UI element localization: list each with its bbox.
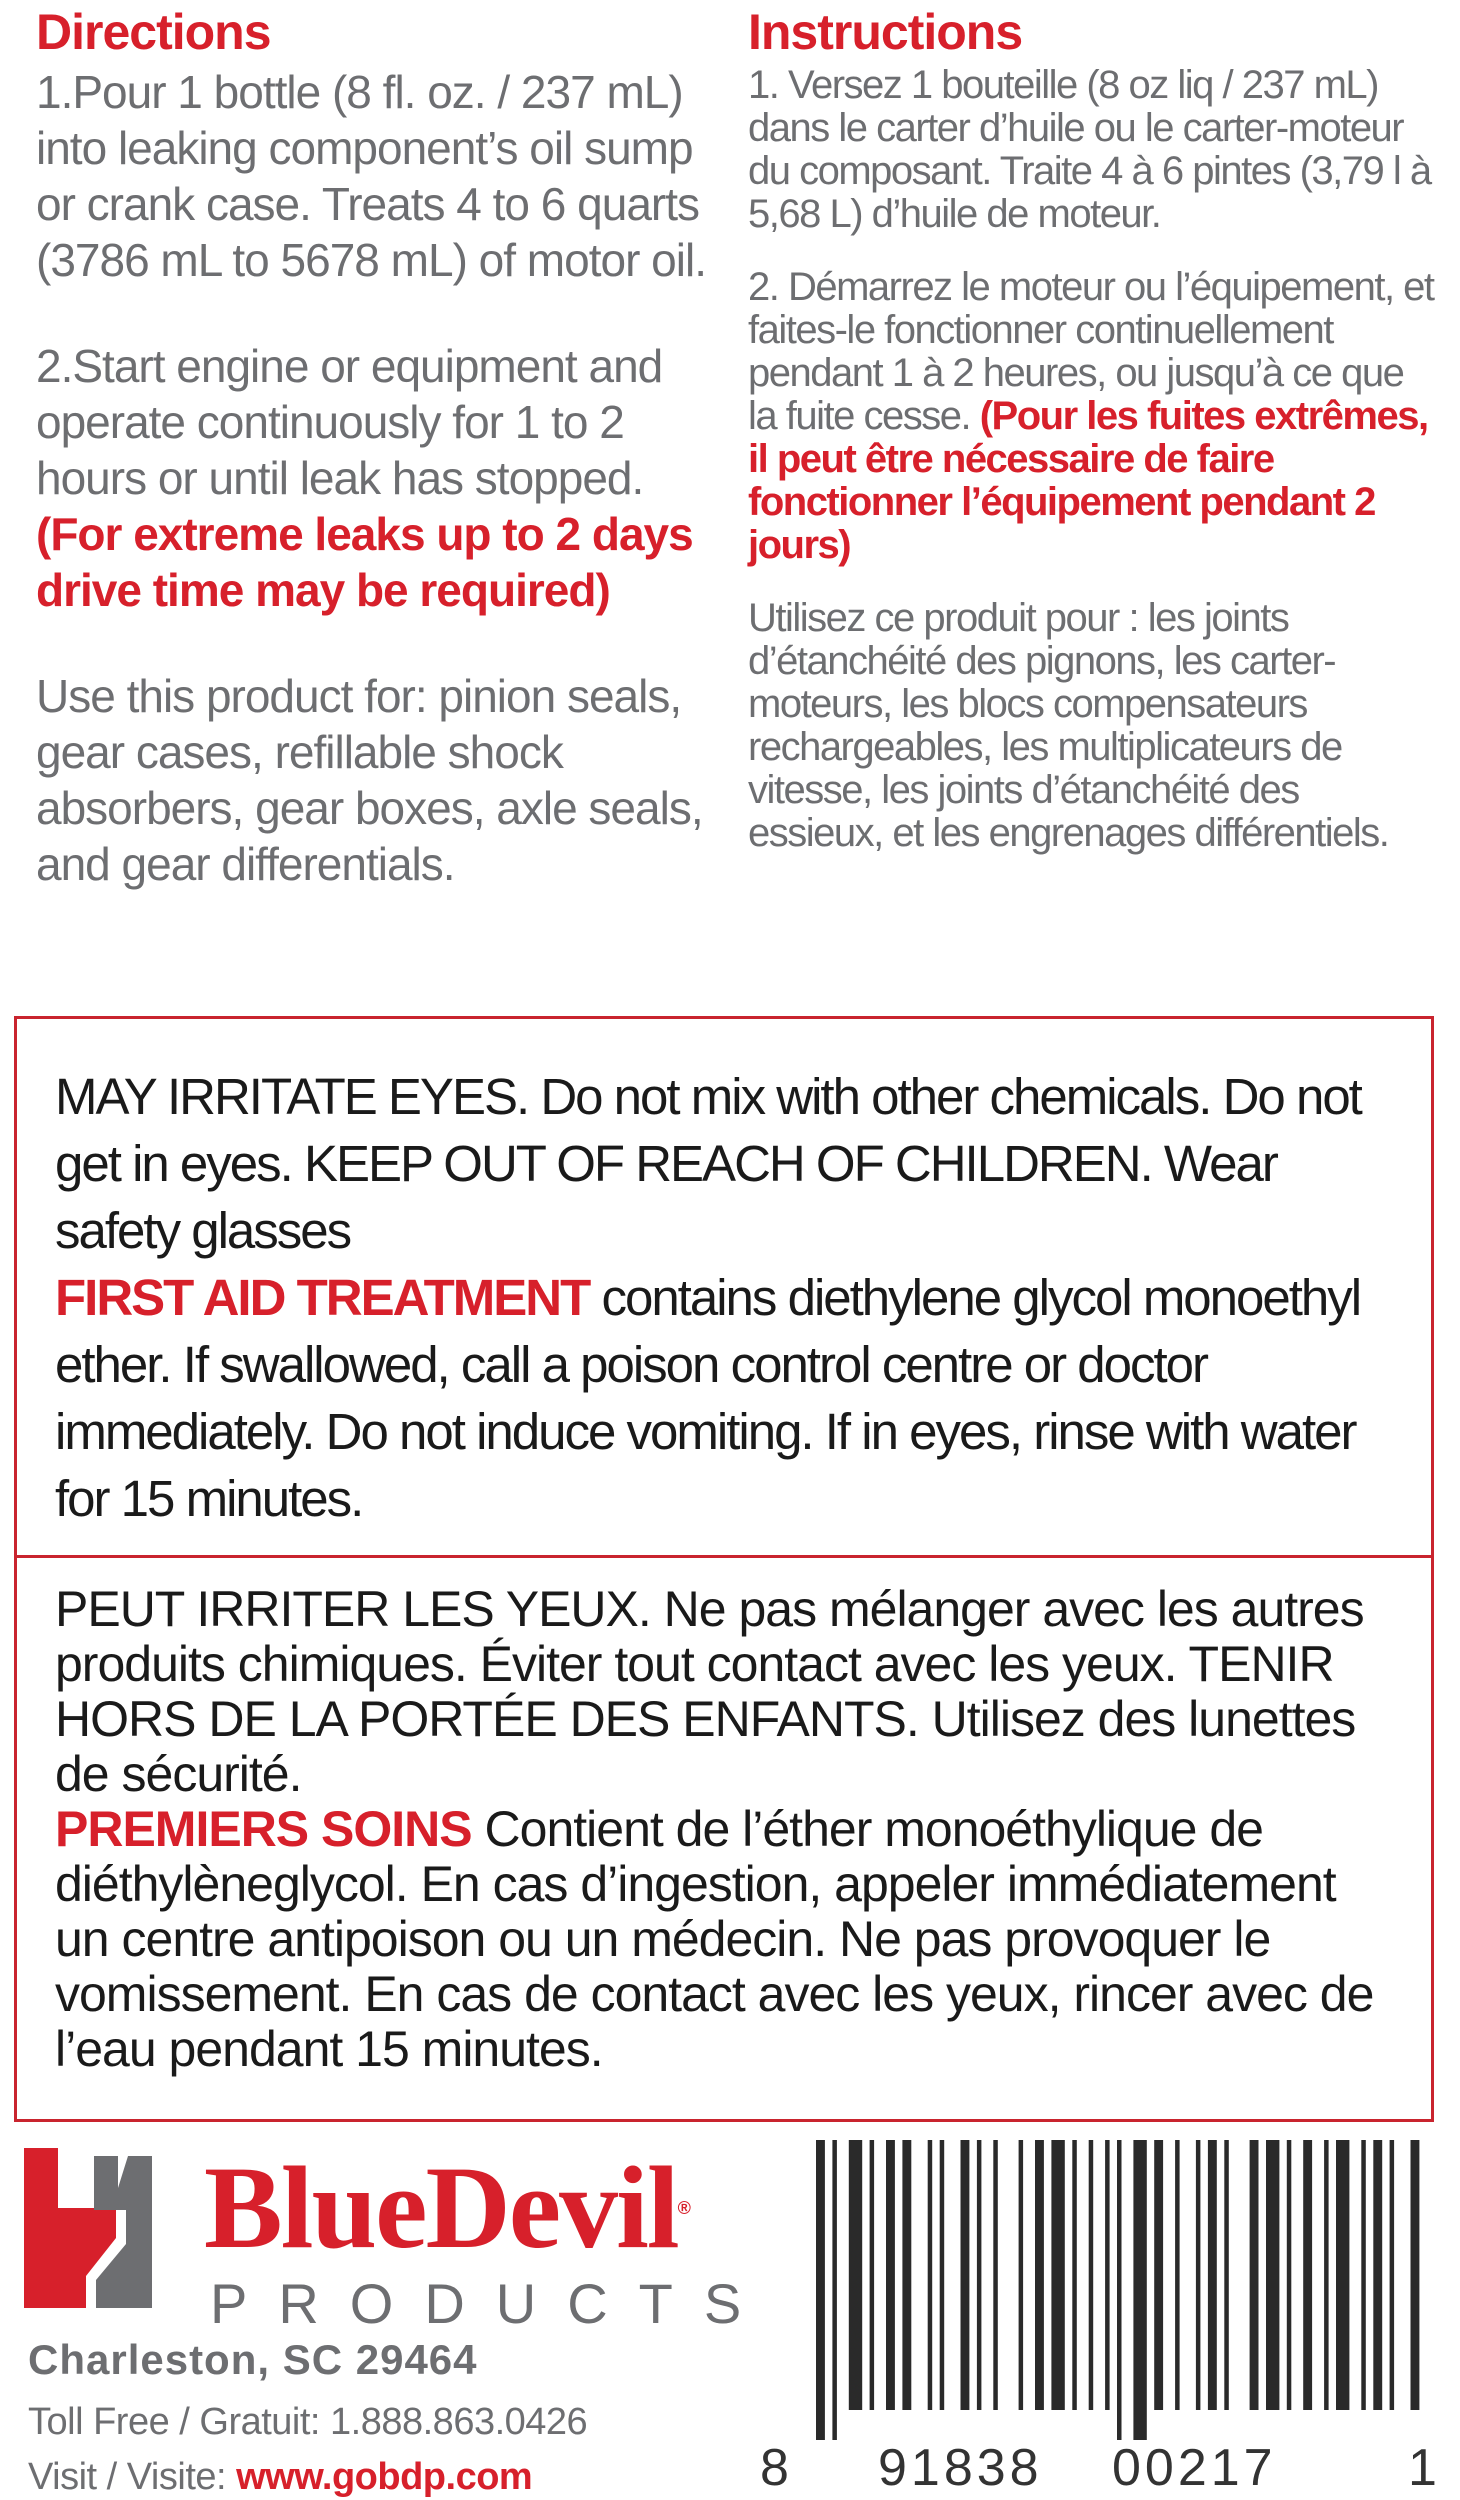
website-label: Visit / Visite:	[28, 2456, 237, 2498]
french-warning-box	[14, 1555, 1434, 2122]
barcode-bar	[1035, 2140, 1044, 2410]
fr-caution-text: PEUT IRRITER LES YEUX. Ne pas mélanger avec les autres produits chimiques. Éviter tout contact avec les yeux. TENIR HORS DE LA PORTÉE DES ENFANTS. Utilisez des lunettes de sécurité.	[55, 1581, 1364, 1802]
fr-first-aid-label: PREMIERS SOINS	[55, 1801, 472, 1857]
en-step-1: 1.Pour 1 bottle (8 fl. oz. / 237 mL) into leaking component’s oil sump or crank case. Treats 4 to 6 quarts (3786 mL to 5678 mL) of motor oil.	[36, 66, 706, 286]
en-use-for: Use this product for: pinion seals, gear cases, refillable shock absorbers, gear boxes, axle seals, and gear differentials.	[36, 670, 703, 890]
barcode-bar	[816, 2140, 825, 2440]
instructions-heading: Instructions	[748, 4, 1023, 60]
fr-step-1: 1. Versez 1 bouteille (8 oz liq / 237 mL) dans le carter d’huile ou le carter-moteur du composant. Traite 4 à 6 pintes (3,79 l à 5,68 L) d’huile de moteur.	[748, 63, 1431, 236]
barcode-bar	[1154, 2140, 1163, 2410]
barcode-bar	[886, 2140, 895, 2410]
barcode-bar	[1133, 2140, 1146, 2440]
barcode-bar	[1390, 2140, 1395, 2410]
barcode-bars	[800, 2140, 1420, 2440]
barcode-lead-digit: 8	[760, 2439, 789, 2497]
barcode-bar	[1336, 2140, 1349, 2410]
barcode-bar	[902, 2140, 911, 2410]
en-first-aid-text: contains diethylene glycol monoethyl ether. If swallowed, call a poison control centre or doctor immediately. Do not induce vomiting. If in eyes, rinse with water for 15 minutes.	[55, 1269, 1361, 1527]
barcode-bar	[870, 2140, 875, 2410]
barcode-bar	[1373, 2140, 1382, 2410]
barcode-bar	[1208, 2140, 1217, 2410]
barcode-bar	[961, 2140, 970, 2410]
upc-barcode	[760, 2140, 1460, 2500]
en-step-2-note: (For extreme leaks up to 2 days drive time may be required)	[36, 508, 693, 616]
french-instructions	[748, 0, 1438, 885]
barcode-bar	[928, 2140, 933, 2410]
bluedevil-logo-icon	[24, 2148, 184, 2308]
directions-heading: Directions	[36, 4, 271, 60]
barcode-bar	[849, 2140, 862, 2410]
barcode-bar	[1361, 2140, 1366, 2410]
barcode-bar	[1250, 2140, 1259, 2410]
barcode-bar	[1105, 2140, 1110, 2410]
barcode-bar	[1019, 2140, 1024, 2410]
barcode-bar	[1303, 2140, 1312, 2410]
barcode-bar	[1224, 2140, 1229, 2410]
barcode-bar	[993, 2140, 998, 2410]
en-first-aid-label: FIRST AID TREATMENT	[55, 1269, 590, 1326]
toll-free-phone: Toll Free / Gratuit: 1.888.863.0426	[28, 2401, 588, 2443]
barcode-group-1: 91838	[878, 2439, 1043, 2497]
english-directions	[36, 0, 716, 942]
barcode-bar	[940, 2140, 945, 2410]
english-warning-box	[14, 1016, 1434, 1558]
brand-block	[24, 2140, 804, 2500]
fr-first-aid-text: Contient de l’éther monoéthylique de diéthylèneglycol. En cas d’ingestion, appeler immédiatement un centre antipoison ou un médecin. Ne pas provoquer le vomissement. En cas de contact avec les yeux, rincer avec de l’eau pendant 15 minutes.	[55, 1801, 1374, 2077]
barcode-bar	[1411, 2140, 1420, 2410]
brand-name-text: BlueDevil	[204, 2142, 678, 2273]
fr-step-2-text: 2. Démarrez le moteur ou l’équipement, et faites-le fonctionner continuellement pendant 1 à 2 heures, ou jusqu’à ce que la fuite cesse.	[748, 265, 1434, 438]
fr-use-for: Utilisez ce produit pour : les joints d’étanchéité des pignons, les carter-moteurs, les blocs compensateurs rechargeables, les multiplicateurs de vitesse, les joints d’étanchéité des essieux, et les engrenages différentiels.	[748, 596, 1389, 855]
barcode-bar	[1196, 2140, 1201, 2410]
en-step-2	[36, 338, 716, 618]
barcode-bar	[1117, 2140, 1122, 2440]
registered-mark: ®	[677, 2198, 689, 2218]
barcode-group-2: 00217	[1112, 2439, 1277, 2497]
website-link[interactable]: www.gobdp.com	[236, 2456, 533, 2498]
brand-subtitle: PRODUCTS	[210, 2272, 773, 2335]
barcode-bar	[1072, 2140, 1077, 2410]
barcode-bar	[1324, 2140, 1329, 2410]
en-step-2-text: 2.Start engine or equipment and operate continuously for 1 to 2 hours or until leak has stopped.	[36, 340, 663, 504]
fr-step-2	[748, 266, 1438, 567]
barcode-bar	[1175, 2140, 1180, 2410]
barcode-bar	[1287, 2140, 1292, 2410]
company-address: Charleston, SC 29464	[28, 2336, 478, 2383]
barcode-bar	[1266, 2140, 1279, 2410]
brand-name	[204, 2142, 689, 2273]
website-line	[28, 2456, 532, 2499]
barcode-bar	[1051, 2140, 1064, 2410]
fr-step-2-note: (Pour les fuites extrêmes, il peut être nécessaire de faire fonctionner l’équipement pendant 2 jours)	[748, 394, 1428, 567]
barcode-check-digit: 1	[1408, 2439, 1437, 2497]
barcode-bar	[977, 2140, 982, 2410]
en-caution-text: MAY IRRITATE EYES. Do not mix with other chemicals. Do not get in eyes. KEEP OUT OF REACH OF CHILDREN. Wear safety glasses	[55, 1068, 1361, 1259]
barcode-bar	[832, 2140, 837, 2440]
barcode-bar	[1089, 2140, 1094, 2410]
